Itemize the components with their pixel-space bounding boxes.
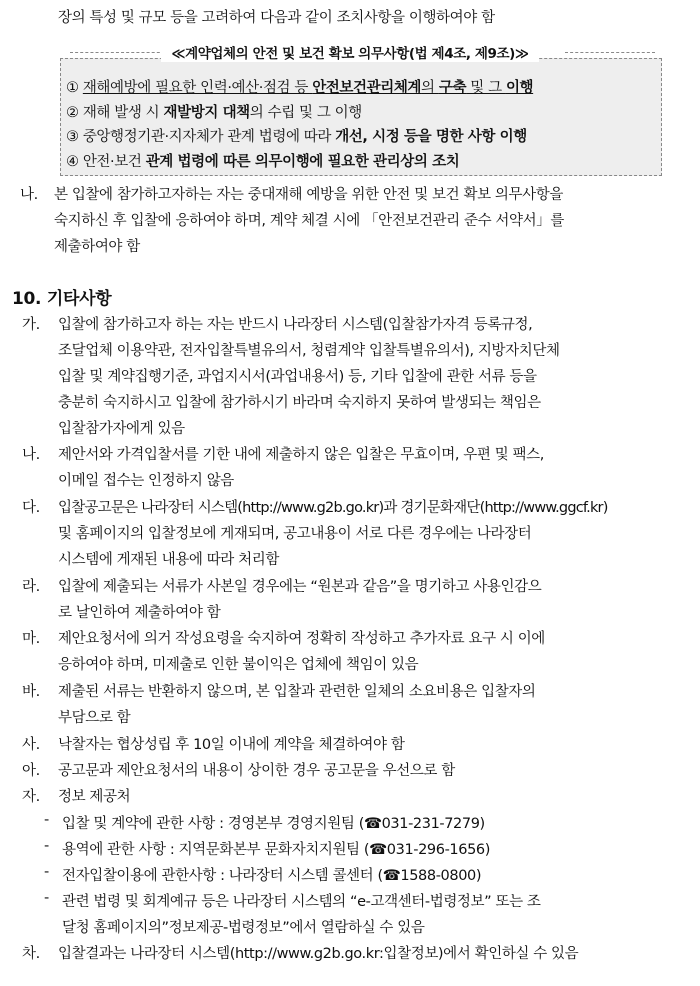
item-na-line: 이메일 접수는 인정하지 않음 (58, 473, 234, 489)
section-title: 10. 기타사항 (12, 289, 112, 309)
box-item-2: ② 재해 발생 시 재발방지 대책의 수립 및 그 이행 (66, 105, 362, 121)
na-line-3: 제출하여야 함 (54, 239, 140, 255)
item-ga-line: 충분히 숙지하시고 입찰에 참가하시기 바라며 숙지하지 못하여 발생되는 책임은 (58, 395, 541, 411)
box-item-3: ③ 중앙행정기관·지자체가 관계 법령에 따라 개선, 시정 등을 명한 사항 이행 (66, 129, 527, 145)
item-ga-line: 조달업체 이용약관, 전자입찰특별유의서, 청렴계약 입찰특별유의서), 지방자치단체 (58, 343, 560, 359)
item-da-line: 시스템에 게재된 내용에 따라 처리함 (58, 552, 279, 568)
item-cha-marker: 차. (22, 946, 40, 962)
top-line: 장의 특성 및 규모 등을 고려하여 다음과 같이 조치사항을 이행하여야 함 (58, 10, 495, 26)
contact-law-info: 달청 홈페이지의”정보제공-법령정보”에서 열람하실 수 있음 (62, 920, 425, 936)
item-na-marker: 나. (22, 447, 40, 463)
item-a-line: 공고문과 제안요청서의 내용이 상이한 경우 공고문을 우선으로 함 (58, 763, 455, 779)
item-ra-marker: 라. (22, 579, 40, 595)
item-ja-marker: 자. (22, 789, 40, 805)
item-ja-line: 정보 제공처 (58, 789, 131, 805)
item-ra-line: 입찰에 제출되는 서류가 사본일 경우에는 “원본과 같음”을 명기하고 사용인감으 (58, 579, 542, 595)
na-line-2: 숙지하신 후 입찰에 응하여야 하며, 계약 체결 시에 「안전보건관리 준수 서약서」를 (54, 213, 564, 229)
item-da-line: 입찰공고문은 나라장터 시스템(http://www.g2b.go.kr)과 경기문화재단(http://www.ggcf.kr) (58, 500, 608, 516)
contact-dash: - (44, 812, 49, 828)
item-ma-line: 응하여야 하며, 미제출로 인한 불이익은 업체에 책임이 있음 (58, 657, 419, 673)
contact-dash: - (44, 890, 49, 906)
item-ga-line: 입찰에 참가하고자 하는 자는 반드시 나라장터 시스템(입찰참가자격 등록규정, (58, 317, 533, 333)
contact-service: 용역에 관한 사항 : 지역문화본부 문화자치지원팀 (☎031-296-1656) (62, 842, 490, 858)
contact-law-info: 관련 법령 및 회계예규 등은 나라장터 시스템의 “e-고객센터-법령정보” 또는 조 (62, 894, 541, 910)
item-ba-marker: 바. (22, 684, 40, 700)
contact-dash: - (44, 838, 49, 854)
na-line-1: 본 입찰에 참가하고자하는 자는 중대재해 예방을 위한 안전 및 보건 확보 의무사항을 (54, 187, 563, 203)
contact-bidding: 입찰 및 계약에 관한 사항 : 경영본부 경영지원팀 (☎031-231-7279) (62, 816, 485, 832)
item-sa-line: 낙찰자는 협상성립 후 10일 이내에 계약을 체결하여야 함 (58, 737, 405, 753)
item-a-marker: 아. (22, 763, 40, 779)
obligations-box-title: ≪계약업체의 안전 및 보건 확보 의무사항(법 제4조, 제9조)≫ (0, 42, 700, 62)
item-na-line: 제안서와 가격입찰서를 기한 내에 제출하지 않은 입찰은 무효이며, 우편 및 팩스, (58, 447, 544, 463)
item-ga-line: 입찰참가자에게 있음 (58, 421, 185, 437)
item-ga-marker: 가. (22, 317, 40, 333)
item-ga-line: 입찰 및 계약집행기준, 과업지시서(과업내용서) 등, 기타 입찰에 관한 서류 등을 (58, 369, 537, 385)
item-ba-line: 부담으로 함 (58, 710, 131, 726)
item-ra-line: 로 날인하여 제출하여야 함 (58, 605, 221, 621)
contact-e-bidding: 전자입찰이용에 관한사항 : 나라장터 시스템 콜센터 (☎1588-0800) (62, 868, 482, 884)
item-ba-line: 제출된 서류는 반환하지 않으며, 본 입찰과 관련한 일체의 소요비용은 입찰자의 (58, 684, 536, 700)
box-item-1: ① 재해예방에 필요한 인력·예산·점검 등 안전보건관리체계의 구축 및 그 이행 (66, 80, 534, 96)
item-cha-line: 입찰결과는 나라장터 시스템(http://www.g2b.go.kr:입찰정보)에서 확인하실 수 있음 (58, 946, 579, 962)
na-marker: 나. (20, 187, 38, 203)
item-ma-line: 제안요청서에 의거 작성요령을 숙지하여 정확히 작성하고 추가자료 요구 시 이에 (58, 631, 545, 647)
item-da-marker: 다. (22, 500, 40, 516)
item-sa-marker: 사. (22, 737, 40, 753)
box-item-4: ④ 안전·보건 관계 법령에 따른 의무이행에 필요한 관리상의 조치 (66, 154, 460, 170)
item-ma-marker: 마. (22, 631, 40, 647)
contact-dash: - (44, 864, 49, 880)
item-da-line: 및 홈페이지의 입찰정보에 게재되며, 공고내용이 서로 다른 경우에는 나라장터 (58, 526, 532, 542)
